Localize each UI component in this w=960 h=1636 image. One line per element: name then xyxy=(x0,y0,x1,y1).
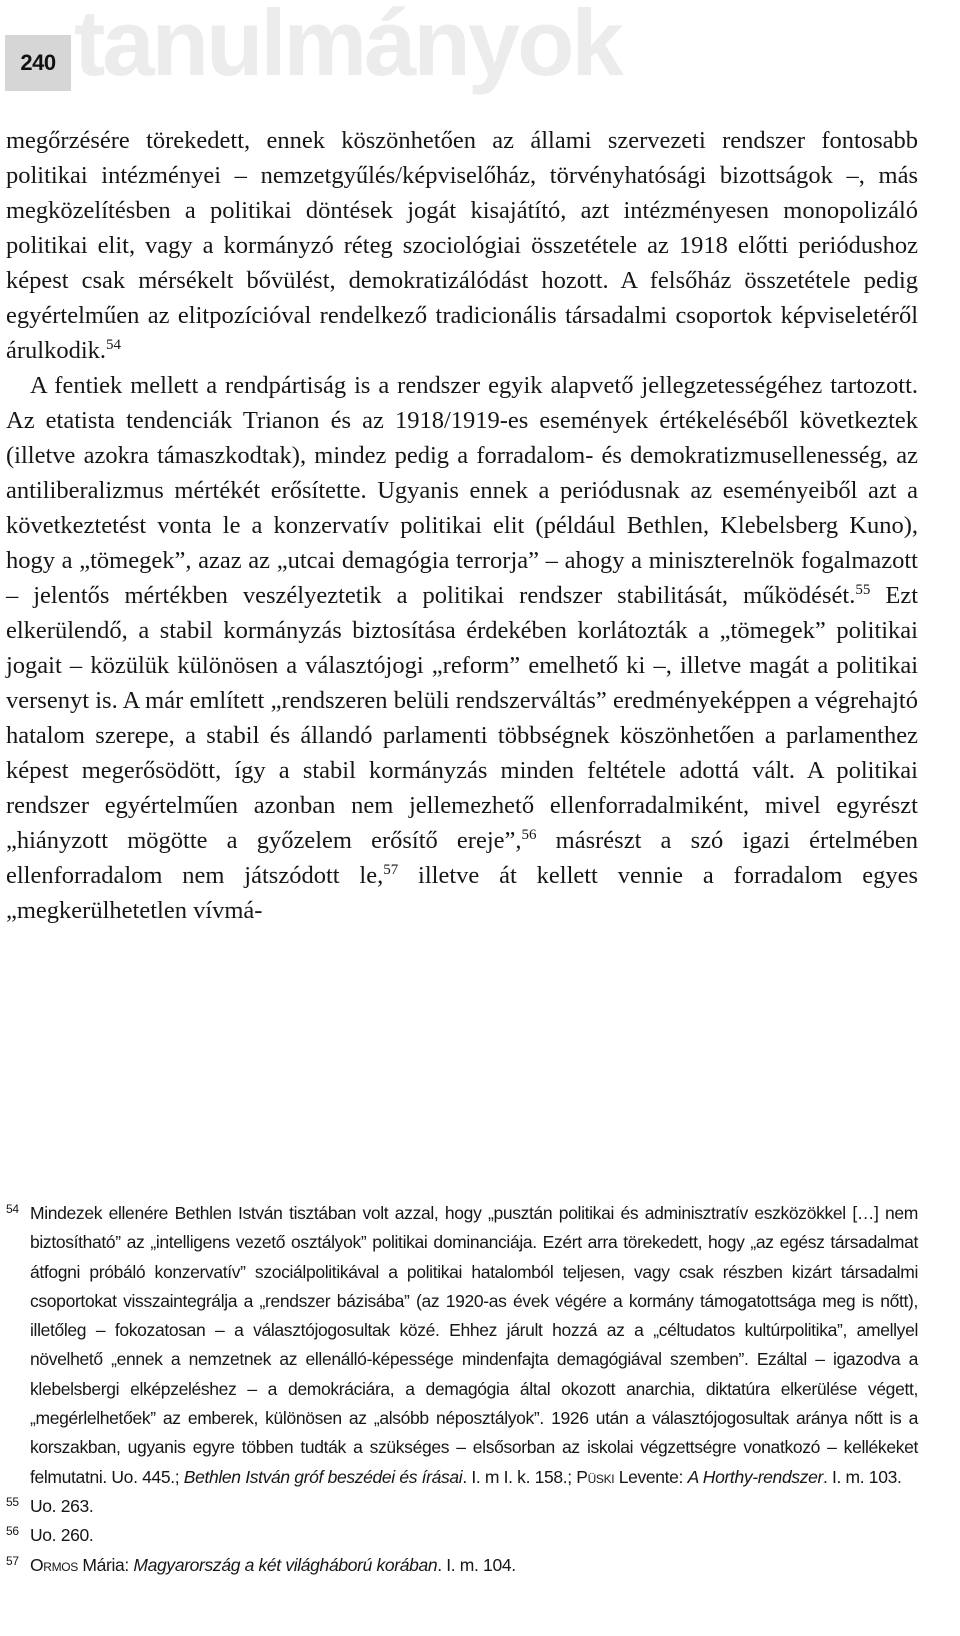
footnote-number: 54 xyxy=(6,1202,19,1216)
running-header xyxy=(0,0,960,110)
footnote-57-title: Magyarország a két világháború korában xyxy=(133,1554,438,1575)
footnote-57-author: Ormos xyxy=(30,1554,78,1575)
paragraph-2-text-b: Ezt elkerülendő, a stabil kormányzás biztosítása érdekében korlátozták a „tömegek” politikai jogait – közülük különösen a választójogi „reform” emelhető ki –, illetve magát a politikai versenyt is. A már említett „rendszeren belüli rendszerváltás” eredményeképpen a végrehajtó hatalom szerepe, a stabil és állandó parlamenti többségnek köszönhetően a parlamenthez képest megerősödött, így a stabil kormányzás minden feltétele adottá vált. A politikai rendszer egyértelműen azonban nem jellemezhető ellenforradalmiként, mivel egyrészt „hiányzott mögötte a győzelem erősítő ereje”, xyxy=(6,582,918,854)
footnote-ref-56[interactable]: 56 xyxy=(521,826,537,843)
footnote-54-title-a: Bethlen István gróf beszédei és írásai xyxy=(183,1466,463,1487)
page-number: 240 xyxy=(5,35,71,91)
footnote-54 xyxy=(6,1199,918,1492)
footnote-54-text-c: Levente: xyxy=(614,1466,688,1487)
footnote-54-text-a: Mindezek ellenére Bethlen István tisztában volt azzal, hogy „pusztán politikai és adminisztratív eszközökkel […] nem biztosítható” az „intelligens vezető osztályok” politikai dominanciája. Ezért arra törekedett, hogy „az egész társadalmat átfogni próbáló konzervatív” szociálpolitikával a politikai hatalomból teljesen, vagy csak részben kizárt társadalmi csoportokat visszaintegrálja a „rendszer bázisába” (az 1920-as évek végére a kormány támogatottsága meg is nőtt), illetőleg – fokozatosan – a választójogosultak közé. Ehhez járult hozzá az a „céltudatos kultúrpolitika”, amellyel növelhető „ennek a nemzetnek az ellenálló-képessége mindenfajta demagógiával szemben”. Ezáltal – igazodva a klebelsbergi elképzeléshez – a demokráciára, a demagógia által okozott anarchia, diktatúra elkerülése végett, „megérlelhetőek” az emberek, különösen az „alsóbb néposztályok”. 1926 után a választójogosultak aránya nőtt is a korszakban, ugyanis egyre többen tudták a szükséges – elsősorban az iskolai végzettségre vonatkozó – kellékeket felmutatni. Uo. 445.; xyxy=(30,1203,918,1487)
footnote-ref-55[interactable]: 55 xyxy=(855,581,871,598)
footnote-54-title-b: A Horthy-rendszer xyxy=(687,1466,823,1487)
footnote-number: 57 xyxy=(6,1553,19,1568)
footnote-57-text-a: Mária: xyxy=(77,1554,134,1575)
footnote-number: 56 xyxy=(6,1524,19,1539)
paragraph-2-text-c: másrészt a szó igazi értelmében ellenforradalom nem játszódott le, xyxy=(6,827,918,889)
footnote-54-text-d: . I. m. 103. xyxy=(823,1466,902,1487)
footnote-56-text: Uo. 260. xyxy=(30,1525,94,1546)
footnote-ref-57[interactable]: 57 xyxy=(383,861,399,878)
section-title: tanulmányok xyxy=(74,0,621,95)
paragraph-2-text-a: A fentiek mellett a rendpártiság is a rendszer egyik alapvető jellegzetességéhez tartozott. Az etatista tendenciák Trianon és az 1918/1919-es események értékeléséből következtek (illetve azokra támaszkodtak), mindez pedig a forradalom- és demokratizmusellenesség, az antiliberalizmus mértékét erősítette. Ugyanis ennek a periódusnak az eseményeiből azt a következtetést vonta le a konzervatív politikai elit (például Bethlen, Klebelsberg Kuno), hogy a „tömegek”, azaz az „utcai demagógia terrorja” – ahogy a miniszterelnök fogalmazott – jelentős mértékben veszélyeztetik a politikai rendszer stabilitását, működését. xyxy=(6,372,918,609)
footnote-57-text-b: . I. m. 104. xyxy=(437,1554,516,1575)
footnote-ref-54[interactable]: 54 xyxy=(106,336,122,353)
paragraph-2-text-d: illetve át kellett vennie a forradalom egyes „megkerülhetetlen vívmá- xyxy=(6,862,919,924)
footnote-55-text: Uo. 263. xyxy=(30,1495,94,1516)
footnote-54-author: Püski xyxy=(576,1466,615,1487)
footnote-55 xyxy=(6,1492,918,1521)
paragraph-1 xyxy=(6,123,918,368)
footnote-57 xyxy=(6,1551,918,1580)
body-text xyxy=(6,123,918,928)
paragraph-2 xyxy=(6,368,918,928)
footnotes xyxy=(6,1199,918,1580)
footnote-54-text-b: . I. m I. k. 158.; xyxy=(462,1466,577,1487)
paragraph-1-text: megőrzésére törekedett, ennek köszönhetően az állami szervezeti rendszer fontosabb politikai intézményei – nemzetgyűlés/képviselőház, törvényhatósági bizottságok –, más megközelítésben a politikai döntések jogát kisajátító, azt intézményesen monopolizáló politikai elit, vagy a kormányzó réteg szociológiai összetétele az 1918 előtti periódushoz képest csak mérsékelt bővülést, demokratizálódást hozott. A felsőház összetétele pedig egyértelműen az elitpozícióval rendelkező tradicionális társadalmi csoportok képviseletéről árulkodik. xyxy=(6,127,918,364)
footnote-56 xyxy=(6,1521,918,1550)
footnote-number: 55 xyxy=(6,1494,19,1509)
